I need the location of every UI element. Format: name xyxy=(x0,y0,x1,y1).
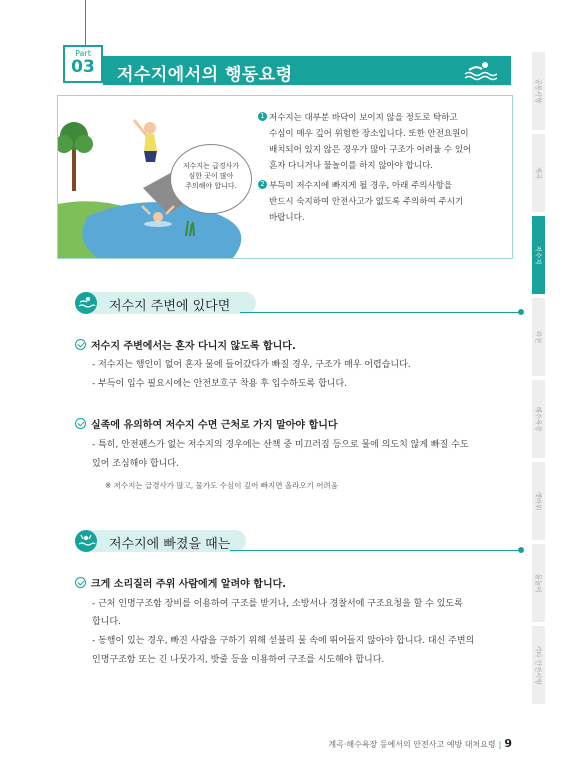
part-label: Part xyxy=(75,49,91,58)
bullet-line: - 동행이 있는 경우, 빠진 사람을 구하기 위해 섣불리 물 속에 뛰어들지 않아야 합니다. 대신 주변의 xyxy=(92,636,475,646)
check-icon xyxy=(75,418,86,429)
item-heading: 실족에 유의하여 저수지 수면 근처로 가지 말아야 합니다 xyxy=(75,416,338,431)
intro-line: 배치되어 있지 않은 경우가 많아 구조가 어려울 수 있어 xyxy=(269,145,472,155)
swimmer-icon xyxy=(75,292,97,314)
page-number: 9 xyxy=(504,737,512,750)
bullet-line: - 저수지는 행인이 없어 혼자 물에 들어갔다가 빠질 경우, 구조가 매우 어렵습니다. xyxy=(92,360,411,370)
number-badge: 2 xyxy=(258,180,267,189)
number-badge: 1 xyxy=(258,112,267,121)
bubble-line: 저수지는 급경사가 xyxy=(182,162,240,170)
intro-box xyxy=(57,95,513,259)
section-heading xyxy=(75,292,525,314)
swimmer-icon xyxy=(463,61,497,81)
side-tab[interactable]: 기타 안전사항 xyxy=(532,626,545,704)
bullet-line: - 부득이 입수 필요시에는 안전보호구 착용 후 입수하도록 합니다. xyxy=(92,379,348,389)
intro-item xyxy=(258,110,503,174)
part-number: 03 xyxy=(71,57,95,77)
item-heading: 크게 소리질러 주위 사람에게 알려야 합니다. xyxy=(75,575,286,590)
bullet-line: - 특히, 안전펜스가 없는 저수지의 경우에는 산책 중 미끄러짐 등으로 물에 의도치 않게 빠질 수도 xyxy=(92,440,469,450)
intro-line: 저수지는 대부분 바닥이 보이지 않을 정도로 탁하고 xyxy=(269,113,458,123)
side-tab[interactable]: 계곡 xyxy=(532,134,545,212)
intro-line: 수심이 매우 깊어 위험한 장소입니다. 또한 안전요원이 xyxy=(269,129,469,139)
bullet-line: 합니다. xyxy=(92,617,121,627)
section-dot xyxy=(518,309,524,315)
item-heading: 저수지 주변에서는 혼자 다니지 않도록 합니다. xyxy=(75,337,296,352)
intro-line: 부득이 저수지에 빠지게 될 경우, 아래 주의사항을 xyxy=(269,181,453,191)
check-icon xyxy=(75,339,86,350)
section-title: 저수지 주변에 있다면 xyxy=(109,299,231,314)
bullet-line: 인명구조함 또는 긴 나뭇가지, 밧줄 등을 이용하여 구조를 시도해야 합니다. xyxy=(92,655,385,665)
intro-line: 바랍니다. xyxy=(269,213,305,223)
side-tab[interactable]: 해수욕장 xyxy=(532,380,545,458)
bubble-line: 심한 곳이 많아 xyxy=(188,172,234,180)
footer xyxy=(328,737,512,750)
intro-item xyxy=(258,178,503,226)
section-title: 저수지에 빠졌을 때는 xyxy=(109,537,231,552)
side-tab[interactable]: 공통사항 xyxy=(532,52,545,130)
side-tab[interactable]: 하천 xyxy=(532,298,545,376)
footer-text: 계곡·해수욕장 등에서의 안전사고 예방 대처요령 xyxy=(328,740,496,749)
bullet-line: - 근처 인명구조함 장비를 이용하여 구조를 받거나, 소방서나 경찰서에 구조요청을 할 수 있도록 xyxy=(92,599,463,609)
side-tab[interactable]: 물놀이 xyxy=(532,544,545,622)
title-bar xyxy=(103,56,511,85)
side-tab-active[interactable]: 저수지 xyxy=(532,216,545,294)
page-title: 저수지에서의 행동요령 xyxy=(117,65,293,85)
intro-line: 혼자 다니거나 물놀이를 하지 않아야 합니다. xyxy=(269,161,434,171)
part-badge xyxy=(63,45,103,83)
drowning-icon xyxy=(75,530,97,552)
bullet-line: 있어 조심해야 합니다. xyxy=(92,459,179,469)
section-rule xyxy=(240,312,520,313)
intro-line: 반드시 숙지하여 안전사고가 없도록 주의하여 주시기 xyxy=(269,197,464,207)
note-text: ※ 저수지는 급경사가 많고, 물가도 수심이 깊어 빠지면 올라오기 어려움 xyxy=(105,481,338,490)
top-guide-line xyxy=(85,0,86,48)
side-tab[interactable]: 갯바위 xyxy=(532,462,545,540)
footer-separator: | xyxy=(498,740,502,749)
bubble-line: 주의해야 합니다. xyxy=(185,182,237,190)
check-icon xyxy=(75,577,86,588)
section-heading xyxy=(75,530,525,552)
speech-bubble xyxy=(170,144,252,214)
intro-list xyxy=(258,110,503,230)
section-rule xyxy=(230,550,520,551)
section-dot xyxy=(518,547,524,553)
